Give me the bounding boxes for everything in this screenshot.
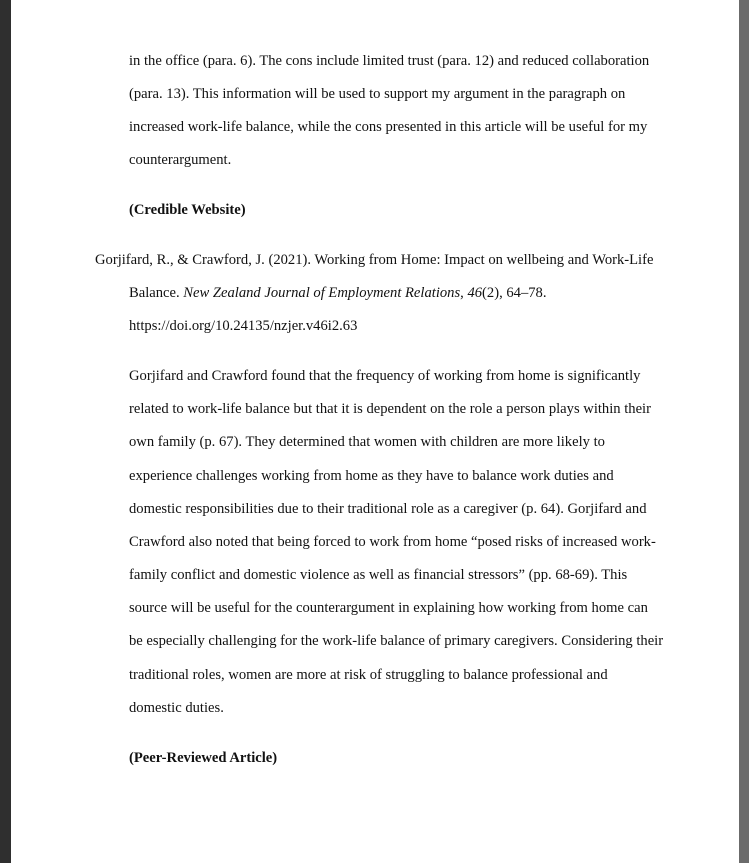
document-page bbox=[11, 0, 739, 863]
body-line: domestic responsibilities due to their traditional role as a caregiver (p. 64). Gorjifard and bbox=[129, 501, 647, 517]
journal-name: New Zealand Journal of Employment Relations bbox=[183, 285, 461, 301]
citation-line-1: Gorjifard, R., & Crawford, J. (2021). Working from Home: Impact on wellbeing and Work-Life bbox=[95, 252, 654, 268]
journal-volume: 46 bbox=[467, 285, 483, 301]
body-line: in the office (para. 6). The cons include limited trust (para. 12) and reduced collaboration bbox=[129, 53, 650, 69]
body-line: own family (p. 67). They determined that women with children are more likely to bbox=[129, 434, 605, 450]
body-line: increased work-life balance, while the cons presented in this article will be useful for my bbox=[129, 119, 648, 135]
source-type-label: (Credible Website) bbox=[129, 202, 246, 218]
body-line: (para. 13). This information will be used to support my argument in the paragraph on bbox=[129, 86, 626, 102]
body-line: family conflict and domestic violence as well as financial stressors” (pp. 68-69). This bbox=[129, 567, 628, 583]
body-line: be especially challenging for the work-life balance of primary caregivers. Considering their bbox=[129, 633, 664, 649]
source-type-label: (Peer-Reviewed Article) bbox=[129, 750, 278, 766]
citation-doi: https://doi.org/10.24135/nzjer.v46i2.63 bbox=[129, 318, 358, 334]
body-line: counterargument. bbox=[129, 152, 232, 168]
body-line: Gorjifard and Crawford found that the frequency of working from home is significantly bbox=[129, 368, 641, 384]
citation-separator: , bbox=[460, 285, 468, 301]
body-line: domestic duties. bbox=[129, 700, 224, 716]
left-gutter bbox=[0, 0, 11, 863]
body-line: source will be useful for the counterargument in explaining how working from home can bbox=[129, 600, 648, 616]
body-line: related to work-life balance but that it is dependent on the role a person plays within their bbox=[129, 401, 651, 417]
citation-title-end: Balance. bbox=[129, 285, 184, 301]
citation-issue-pages: (2), 64–78. bbox=[482, 285, 547, 301]
scrollbar[interactable] bbox=[739, 0, 749, 863]
body-line: experience challenges working from home as they have to balance work duties and bbox=[129, 468, 614, 484]
body-line: Crawford also noted that being forced to work from home “posed risks of increased work- bbox=[129, 534, 656, 550]
body-line: traditional roles, women are more at risk of struggling to balance professional and bbox=[129, 667, 608, 683]
citation-line-2 bbox=[129, 284, 547, 302]
